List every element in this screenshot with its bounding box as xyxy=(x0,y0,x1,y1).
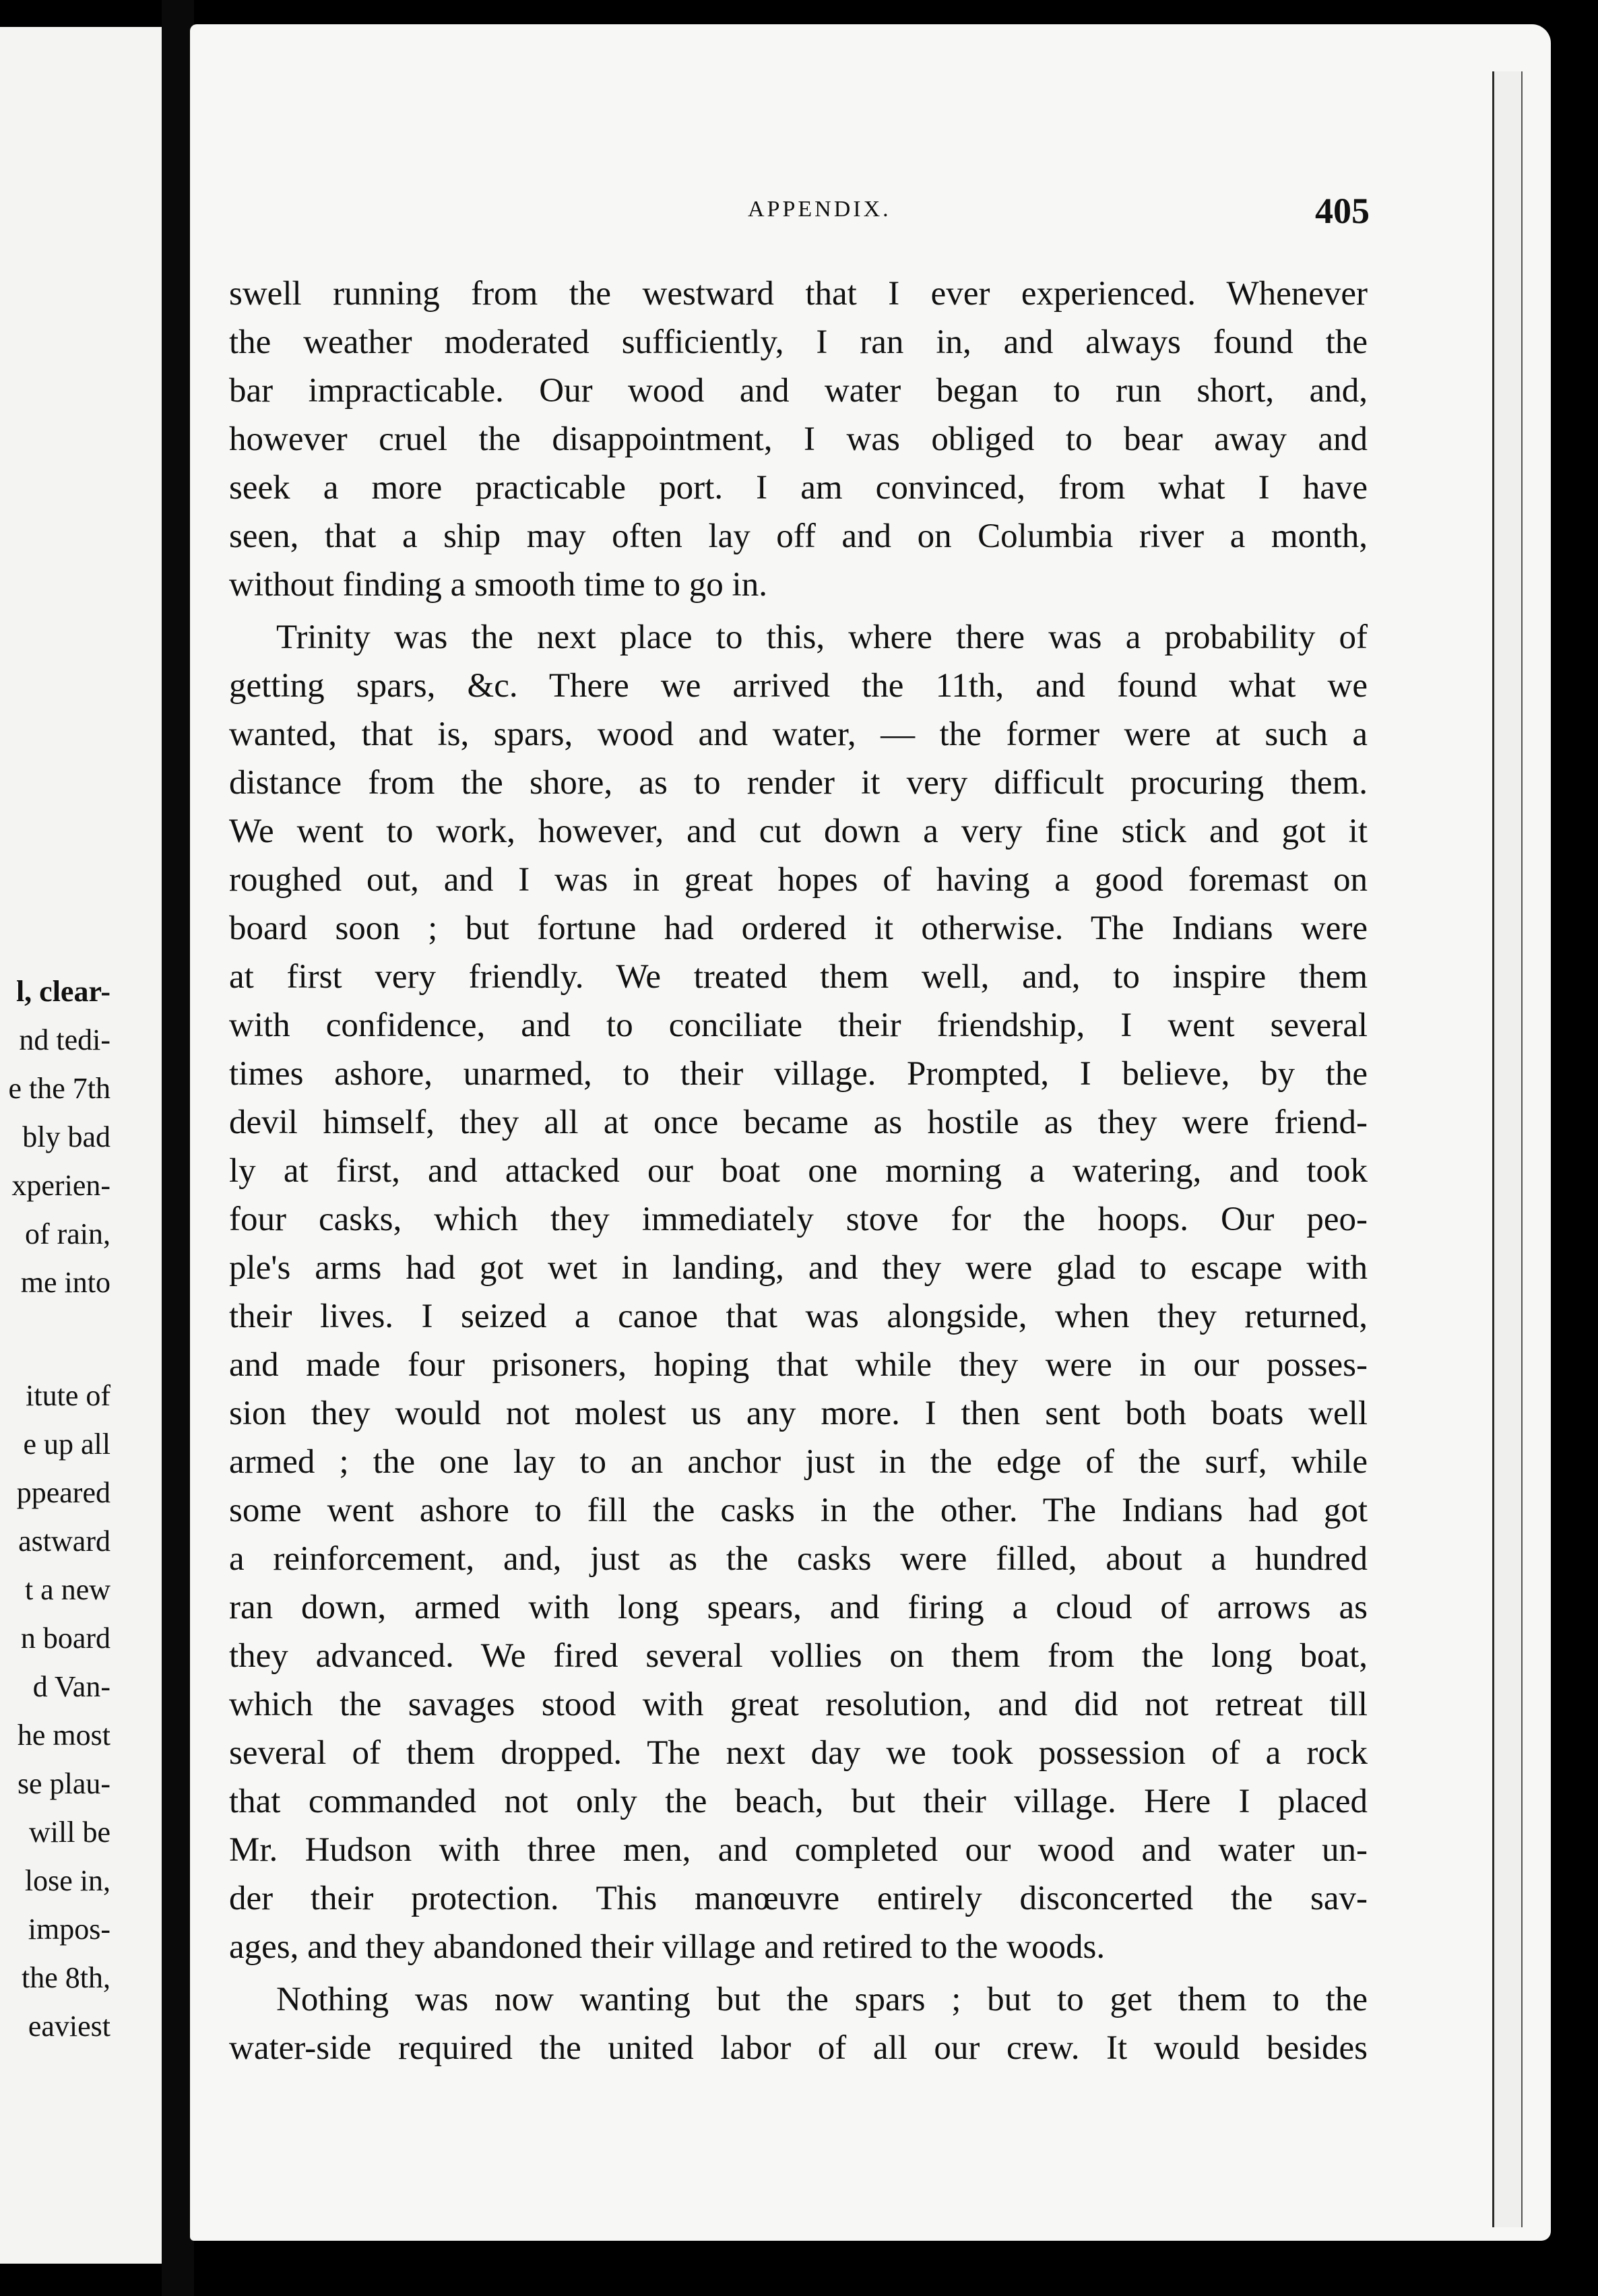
text-line: bar impracticable. Our wood and water began to run short, and, xyxy=(229,372,1368,410)
left-page-text-fragment: bly bad xyxy=(22,1120,110,1153)
text-line: the weather moderated sufficiently, I ran in, and always found the xyxy=(229,323,1368,361)
left-page-text-fragment: impos- xyxy=(28,1913,110,1946)
text-line: with confidence, and to conciliate their friendship, I went several xyxy=(229,1007,1368,1044)
text-line: distance from the shore, as to render it very difficult procuring them. xyxy=(229,764,1368,802)
text-line: four casks, which they immediately stove for the hoops. Our peo- xyxy=(229,1201,1368,1238)
left-page-text-fragment: he most xyxy=(17,1719,110,1752)
left-page-text-fragment: l, clear- xyxy=(15,975,110,1008)
text-line: water-side required the united labor of all our crew. It would besides xyxy=(229,2029,1368,2067)
text-line: der their protection. This manœuvre entirely disconcerted the sav- xyxy=(229,1880,1368,1917)
left-facing-page xyxy=(0,27,164,2264)
text-line: getting spars, &c. There we arrived the 11th, and found what we xyxy=(229,667,1368,705)
left-page-text-fragment: will be xyxy=(29,1816,110,1849)
text-line: ple's arms had got wet in landing, and they were glad to escape with xyxy=(229,1249,1368,1287)
text-line: wanted, that is, spars, wood and water, — the former were at such a xyxy=(229,715,1368,753)
left-page-text-fragment: se plau- xyxy=(17,1767,110,1800)
text-line: they advanced. We fired several vollies on them from the long boat, xyxy=(229,1637,1368,1675)
left-page-text-fragment: e up all xyxy=(23,1428,110,1461)
text-line: armed ; the one lay to an anchor just in the edge of the surf, while xyxy=(229,1443,1368,1481)
page-edge-stack xyxy=(1492,71,1523,2227)
text-line: devil himself, they all at once became as hostile as they were friend- xyxy=(229,1104,1368,1141)
text-line: seek a more practicable port. I am convinced, from what I have xyxy=(229,469,1368,507)
text-line: ly at first, and attacked our boat one morning a watering, and took xyxy=(229,1152,1368,1190)
text-line: times ashore, unarmed, to their village. Prompted, I believe, by the xyxy=(229,1055,1368,1093)
text-line: which the savages stood with great resolution, and did not retreat till xyxy=(229,1686,1368,1723)
left-page-text-fragment: xperien- xyxy=(11,1169,110,1202)
text-line: roughed out, and I was in great hopes of having a good foremast on xyxy=(229,861,1368,899)
left-page-text-fragment: me into xyxy=(20,1266,110,1299)
left-page-text-fragment: n board xyxy=(20,1622,110,1655)
left-page-text-fragment: of rain, xyxy=(24,1217,110,1250)
text-line: several of them dropped. The next day we took possession of a rock xyxy=(229,1734,1368,1772)
text-line: however cruel the disappointment, I was obliged to bear away and xyxy=(229,420,1368,458)
book-gutter xyxy=(162,0,194,2296)
text-line: a reinforcement, and, just as the casks were filled, about a hundred xyxy=(229,1540,1368,1578)
text-line: and made four prisoners, hoping that while they were in our posses- xyxy=(229,1346,1368,1384)
text-line: swell running from the westward that I ever experienced. Whenever xyxy=(229,275,1368,313)
left-page-text-fragment: eaviest xyxy=(28,2010,110,2043)
text-line: without finding a smooth time to go in. xyxy=(229,566,767,604)
left-page-text-fragment: the 8th, xyxy=(22,1961,110,1994)
left-page-text-fragment: itute of xyxy=(26,1379,110,1412)
page-number: 405 xyxy=(1315,191,1370,231)
text-line: Mr. Hudson with three men, and completed our wood and water un- xyxy=(229,1831,1368,1869)
left-page-text-fragment: ppeared xyxy=(16,1476,110,1509)
left-page-text-fragment: t a new xyxy=(24,1573,110,1606)
left-page-text-fragment: nd tedi- xyxy=(19,1023,110,1056)
text-line: seen, that a ship may often lay off and on Columbia river a month, xyxy=(229,517,1368,555)
text-line: ages, and they abandoned their village and retired to the woods. xyxy=(229,1928,1106,1966)
left-page-text-fragment: lose in, xyxy=(24,1864,110,1897)
text-line: sion they would not molest us any more. I then sent both boats well xyxy=(229,1395,1368,1432)
text-line: board soon ; but fortune had ordered it otherwise. The Indians were xyxy=(229,910,1368,947)
running-head: APPENDIX. xyxy=(748,197,891,222)
text-line: Nothing was now wanting but the spars ; but to get them to the xyxy=(276,1981,1368,2018)
text-line: ran down, armed with long spears, and firing a cloud of arrows as xyxy=(229,1589,1368,1626)
text-line: Trinity was the next place to this, where there was a probability of xyxy=(276,618,1368,656)
text-line: We went to work, however, and cut down a very fine stick and got it xyxy=(229,812,1368,850)
text-line: their lives. I seized a canoe that was alongside, when they returned, xyxy=(229,1298,1368,1335)
text-line: at first very friendly. We treated them well, and, to inspire them xyxy=(229,958,1368,996)
left-page-text-fragment: astward xyxy=(18,1525,110,1558)
text-line: some went ashore to fill the casks in the other. The Indians had got xyxy=(229,1492,1368,1529)
text-line: that commanded not only the beach, but their village. Here I placed xyxy=(229,1783,1368,1820)
left-page-text-fragment: d Van- xyxy=(32,1670,110,1703)
body-text xyxy=(229,269,1368,2072)
left-page-text-fragment: e the 7th xyxy=(8,1072,110,1105)
